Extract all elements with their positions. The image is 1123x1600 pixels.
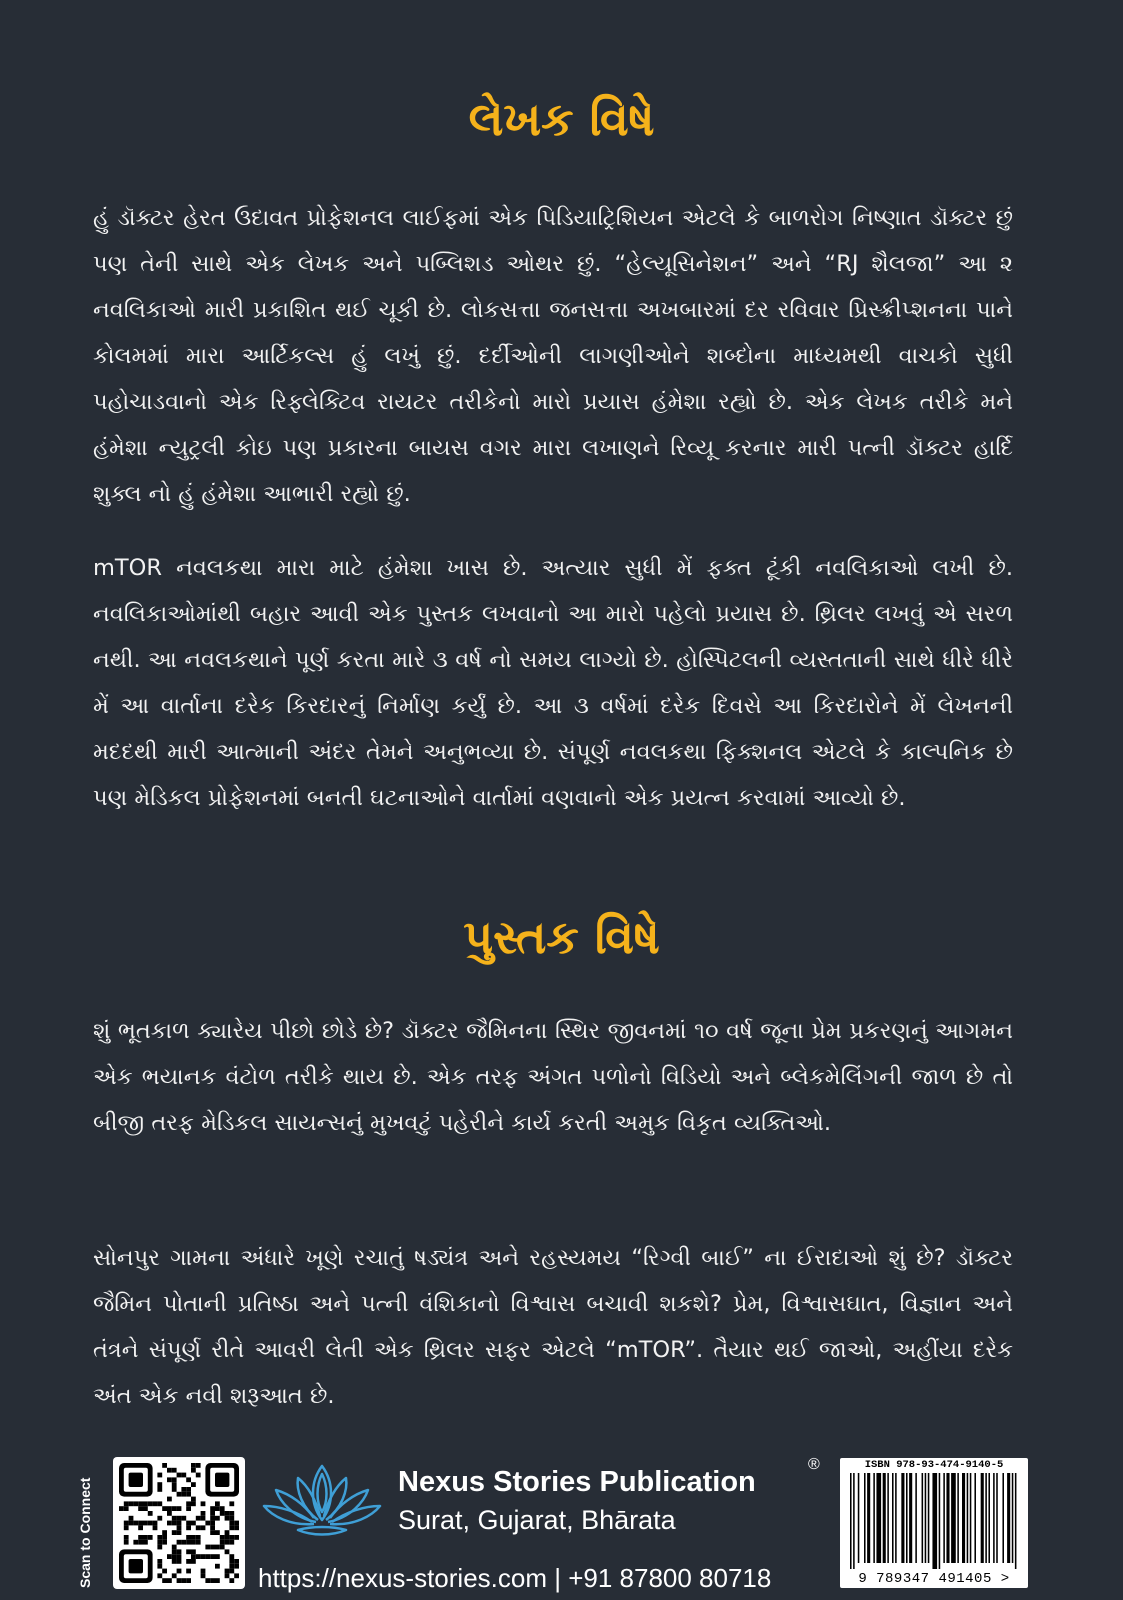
qr-module: [143, 1521, 148, 1526]
qr-module: [186, 1559, 191, 1564]
qr-module: [157, 1540, 162, 1545]
qr-module: [215, 1530, 220, 1535]
qr-module: [177, 1530, 182, 1535]
qr-module: [201, 1554, 206, 1559]
qr-module: [229, 1569, 234, 1574]
qr-module: [225, 1535, 230, 1540]
qr-module: [196, 1554, 201, 1559]
qr-module: [215, 1564, 220, 1569]
qr-module: [234, 1573, 239, 1578]
barcode-bar: [915, 1473, 917, 1563]
qr-module: [167, 1578, 172, 1583]
qr-module: [215, 1578, 220, 1583]
qr-module: [181, 1516, 186, 1521]
barcode-bar: [883, 1473, 886, 1563]
qr-module: [157, 1573, 162, 1578]
author-paragraph-1: હું ડૉક્ટર હેરત ઉદાવત પ્રોફેશનલ લાઈફમાં એક પિડિયાટ્રિશિયન એટલે કે બાળરોગ નિષ્ણાત ડૉક્ટર છું પણ તેની સાથે એક લેખક અને પબ્લિશડ ઓથર છું. “હેલ્યૂસિનેશન” અને “RJ શૈલજા” આ ૨ નવલિકાઓ મારી પ્રકાશિત થઈ ચૂકી છે. લોકસત્તા જનસત્તા અખબારમાં દર રવિવાર પ્રિસ્ક્રીપ્શનના પાને કોલમમાં મારા આર્ટિકલ્સ હું લખું છું. દર્દીઓની લાગણીઓને શબ્દોના માધ્યમથી વાચકો સુધી પહોચાડવાનો એક રિફ્લેક્ટિવ રાયટર તરીકેનો મારો પ્રયાસ હંમેશા રહ્યો છે. એક લેખક તરીકે મને હંમેશા ન્યુટ્રલી કોઇ પણ પ્રકારના બાયસ વગર મારા લખાણને રિવ્યૂ કરનાર મારી પત્ની ડૉક્ટર હાર્દિ શુક્લ નો હું હંમેશા આભારી રહ્યો છું.: [93, 205, 1013, 507]
qr-module: [186, 1492, 191, 1497]
barcode-bar: [988, 1473, 990, 1563]
qr-module: [196, 1525, 201, 1530]
qr-module: [191, 1497, 196, 1502]
qr-module: [124, 1540, 129, 1545]
qr-module: [210, 1506, 215, 1511]
qr-module: [186, 1521, 191, 1526]
qr-module: [133, 1540, 138, 1545]
barcode-bar: [867, 1473, 870, 1563]
qr-module: [177, 1516, 182, 1521]
qr-module: [210, 1578, 215, 1583]
barcode-bar: [892, 1473, 894, 1563]
qr-module: [138, 1501, 143, 1506]
qr-module: [129, 1516, 134, 1521]
qr-module: [157, 1501, 162, 1506]
lotus-logo-icon: [258, 1460, 386, 1540]
qr-module: [205, 1554, 210, 1559]
qr-module: [196, 1516, 201, 1521]
qr-module: [220, 1511, 225, 1516]
qr-module: [234, 1564, 239, 1569]
barcode-bar: [932, 1473, 937, 1569]
qr-module: [148, 1501, 153, 1506]
qr-module: [172, 1530, 177, 1535]
qr-module: [186, 1578, 191, 1583]
qr-module: [162, 1540, 167, 1545]
qr-finder-pattern: [215, 1473, 229, 1487]
qr-module: [162, 1535, 167, 1540]
qr-module: [172, 1545, 177, 1550]
scan-to-connect-label: Scan to Connect: [77, 1477, 93, 1588]
barcode-bar: [939, 1473, 941, 1569]
qr-module: [138, 1535, 143, 1540]
book-paragraph-1: શું ભૂતકાળ ક્યારેય પીછો છોડે છે? ડૉક્ટર જૈમિનના સ્થિર જીવનમાં ૧૦ વર્ષ જૂના પ્રેમ પ્રકરણનું આગમન એક ભયાનક વંટોળ તરીકે થાય છે. એક તરફ અંગત પળોનો વિડિયો અને બ્લેકમેલિંગની જાળ છે તો બીજી તરફ મેડિકલ સાયન્સનું મુખવટું પહેરીને કાર્ય કરતી અમુક વિકૃત વ્યક્તિઓ.: [93, 1018, 1013, 1136]
barcode-bar: [1002, 1473, 1004, 1563]
qr-module: [229, 1525, 234, 1530]
qr-module: [153, 1521, 158, 1526]
qr-module: [191, 1468, 196, 1473]
qr-module: [210, 1525, 215, 1530]
barcode-bar: [1015, 1473, 1017, 1569]
barcode-bar: [993, 1473, 995, 1563]
qr-module: [191, 1549, 196, 1554]
barcode-icon: [840, 1458, 1028, 1588]
qr-module: [138, 1521, 143, 1526]
qr-module: [229, 1535, 234, 1540]
isbn-text: ISBN 978-93-474-9140-5: [864, 1459, 1004, 1471]
qr-module: [229, 1564, 234, 1569]
barcode-bar: [962, 1473, 965, 1563]
barcode-bar: [901, 1473, 904, 1563]
qr-module: [229, 1521, 234, 1526]
barcode-bar: [876, 1473, 881, 1563]
qr-module: [186, 1535, 191, 1540]
publisher-location: Surat, Gujarat, Bhārata: [398, 1505, 676, 1535]
barcode-bar: [873, 1473, 875, 1563]
publisher-contact[interactable]: https://nexus-stories.com | +91 87800 80718: [258, 1563, 772, 1593]
qr-module: [186, 1487, 191, 1492]
qr-module: [234, 1535, 239, 1540]
qr-module: [177, 1559, 182, 1564]
qr-module: [186, 1477, 191, 1482]
qr-module: [157, 1535, 162, 1540]
barcode-bar: [858, 1473, 860, 1563]
qr-module: [172, 1549, 177, 1554]
qr-module: [234, 1525, 239, 1530]
barcode-bar: [906, 1473, 908, 1563]
qr-module: [191, 1559, 196, 1564]
qr-module: [177, 1473, 182, 1478]
qr-module: [157, 1516, 162, 1521]
ean-digits: 9 789347 491405 >: [858, 1571, 1010, 1587]
qr-module: [172, 1573, 177, 1578]
qr-module: [162, 1463, 167, 1468]
qr-module: [215, 1516, 220, 1521]
barcode-bar: [909, 1473, 912, 1563]
qr-module: [225, 1549, 230, 1554]
qr-module: [220, 1545, 225, 1550]
qr-module: [138, 1525, 143, 1530]
qr-module: [234, 1559, 239, 1564]
qr-module: [138, 1540, 143, 1545]
qr-module: [186, 1569, 191, 1574]
qr-module: [201, 1525, 206, 1530]
registered-mark: ®: [808, 1456, 820, 1473]
qr-module: [191, 1554, 196, 1559]
qr-module: [133, 1521, 138, 1526]
qr-module: [177, 1554, 182, 1559]
qr-module: [215, 1545, 220, 1550]
qr-module: [143, 1535, 148, 1540]
qr-module: [143, 1506, 148, 1511]
barcode-bar: [985, 1473, 987, 1563]
qr-module: [229, 1511, 234, 1516]
qr-module: [220, 1535, 225, 1540]
qr-module: [177, 1569, 182, 1574]
qr-module: [191, 1463, 196, 1468]
qr-module: [177, 1525, 182, 1530]
qr-module: [225, 1511, 230, 1516]
qr-module: [229, 1540, 234, 1545]
qr-module: [157, 1545, 162, 1550]
qr-module: [148, 1521, 153, 1526]
qr-module: [210, 1554, 215, 1559]
qr-module: [229, 1516, 234, 1521]
qr-module: [186, 1525, 191, 1530]
qr-module: [201, 1511, 206, 1516]
qr-module: [167, 1468, 172, 1473]
qr-module: [157, 1487, 162, 1492]
qr-module: [162, 1578, 167, 1583]
qr-module: [191, 1482, 196, 1487]
book-paragraph-2: સોનપુર ગામના અંધારે ખૂણે રચાતું ષડ્યંત્ર અને રહસ્યમય “રિગ્વી બાઈ” ના ઈરાદાઓ શું છે? ડૉક્ટર જૈમિન પોતાની પ્રતિષ્ઠા અને પત્ની વંશિકાનો વિશ્વાસ બચાવી શકશે? પ્રેમ, વિશ્વાસઘાત, વિજ્ઞાન અને તંત્રને સંપૂર્ણ રીતે આવરી લેતી એક થ્રિલર સફર એટલે “mTOR”. તૈયાર થઈ જાઓ, અહીંયા દરેક અંત એક નવી શરૂઆત છે.: [93, 1245, 1013, 1409]
qr-module: [186, 1549, 191, 1554]
qr-module: [172, 1559, 177, 1564]
qr-module: [124, 1521, 129, 1526]
barcode-bar: [895, 1473, 897, 1563]
qr-module: [210, 1516, 215, 1521]
qr-code-icon[interactable]: [113, 1457, 245, 1589]
qr-module: [177, 1506, 182, 1511]
qr-module: [167, 1477, 172, 1482]
qr-module: [191, 1521, 196, 1526]
qr-module: [148, 1535, 153, 1540]
qr-module: [162, 1530, 167, 1535]
barcode-bar: [970, 1473, 972, 1563]
qr-module: [133, 1501, 138, 1506]
qr-module: [181, 1540, 186, 1545]
qr-module: [162, 1569, 167, 1574]
barcode-bar: [957, 1473, 959, 1563]
qr-module: [143, 1501, 148, 1506]
barcode-bar: [946, 1473, 949, 1563]
barcode-bars: [850, 1473, 1018, 1569]
qr-finder-pattern: [129, 1559, 143, 1573]
qr-module: [172, 1468, 177, 1473]
qr-module: [215, 1554, 220, 1559]
qr-module: [153, 1525, 158, 1530]
qr-module: [129, 1521, 134, 1526]
barcode-bar: [996, 1473, 998, 1563]
barcode-bar: [853, 1473, 855, 1569]
qr-module: [167, 1506, 172, 1511]
qr-module: [196, 1540, 201, 1545]
barcode-bar: [928, 1473, 930, 1563]
barcode-bar: [850, 1473, 852, 1569]
author-paragraph-2: mTOR નવલકથા મારા માટે હંમેશા ખાસ છે. અત્યાર સુધી મેં ફક્ત ટૂંકી નવલિકાઓ લખી છે. નવલિકાઓમાંથી બહાર આવી એક પુસ્તક લખવાનો આ મારો પહેલો પ્રયાસ છે. થ્રિલર લખવું એ સરળ નથી. આ નવલકથાને પૂર્ણ કરતા મારે ૩ વર્ષ નો સમય લાગ્યો છે. હોસ્પિટલની વ્યસ્તતાની સાથે ધીરે ધીરે મેં આ વાર્તાના દરેક કિરદારનું નિર્માણ કર્યું છે. આ ૩ વર્ષમાં દરેક દિવસે આ કિરદારોને મેં લેખનની મદદથી મારી આત્માની અંદર તેમને અનુભવ્યા છે. સંપૂર્ણ નવલકથા ફિક્શનલ એટલે કે કાલ્પનિક છે પણ મેડિકલ પ્રોફેશનમાં બનતી ઘટનાઓને વાર્તામાં વણવાનો એક પ્રયત્ન કરવામાં આવ્યો છે.: [93, 555, 1013, 811]
qr-module: [167, 1521, 172, 1526]
qr-module: [172, 1554, 177, 1559]
qr-module: [225, 1530, 230, 1535]
qr-module: [181, 1578, 186, 1583]
qr-module: [220, 1506, 225, 1511]
qr-module: [225, 1516, 230, 1521]
qr-module: [124, 1525, 129, 1530]
qr-module: [191, 1535, 196, 1540]
barcode-bar: [864, 1473, 866, 1563]
barcode-bar: [1012, 1473, 1014, 1563]
qr-module: [234, 1521, 239, 1526]
qr-module: [210, 1521, 215, 1526]
qr-module: [167, 1554, 172, 1559]
qr-module: [201, 1501, 206, 1506]
qr-module: [129, 1501, 134, 1506]
qr-module: [196, 1473, 201, 1478]
qr-module: [205, 1545, 210, 1550]
qr-module: [201, 1573, 206, 1578]
qr-module: [177, 1540, 182, 1545]
qr-module: [186, 1540, 191, 1545]
qr-module: [181, 1492, 186, 1497]
about-author-heading: લેખક વિષે: [468, 92, 655, 146]
qr-finder-pattern: [129, 1473, 143, 1487]
qr-module: [148, 1511, 153, 1516]
qr-module: [215, 1501, 220, 1506]
qr-module: [124, 1506, 129, 1511]
qr-module: [186, 1506, 191, 1511]
qr-code-graphic: [113, 1457, 245, 1589]
barcode-bar: [967, 1473, 969, 1563]
qr-module: [210, 1530, 215, 1535]
about-book-heading: પુસ્તક વિષે: [463, 910, 660, 964]
qr-module: [177, 1492, 182, 1497]
qr-module: [167, 1497, 172, 1502]
qr-module: [191, 1501, 196, 1506]
qr-module: [220, 1540, 225, 1545]
qr-module: [181, 1487, 186, 1492]
qr-module: [205, 1521, 210, 1526]
qr-module: [229, 1554, 234, 1559]
qr-module: [177, 1521, 182, 1526]
barcode-bar: [1007, 1473, 1010, 1563]
qr-module: [205, 1578, 210, 1583]
qr-module: [225, 1569, 230, 1574]
qr-module: [172, 1521, 177, 1526]
qr-module: [157, 1559, 162, 1564]
qr-module: [191, 1540, 196, 1545]
qr-module: [143, 1540, 148, 1545]
qr-module: [210, 1511, 215, 1516]
qr-module: [162, 1506, 167, 1511]
barcode-bar: [925, 1473, 927, 1563]
qr-module: [157, 1482, 162, 1487]
qr-module: [229, 1501, 234, 1506]
qr-module: [225, 1573, 230, 1578]
qr-module: [196, 1535, 201, 1540]
qr-module: [153, 1501, 158, 1506]
qr-module: [172, 1477, 177, 1482]
qr-module: [229, 1559, 234, 1564]
qr-module: [157, 1473, 162, 1478]
qr-module: [201, 1569, 206, 1574]
qr-module: [186, 1501, 191, 1506]
qr-module: [225, 1540, 230, 1545]
qr-module: [172, 1482, 177, 1487]
publisher-name: Nexus Stories Publication: [398, 1466, 756, 1498]
qr-module: [124, 1501, 129, 1506]
qr-module: [138, 1506, 143, 1511]
qr-module: [177, 1578, 182, 1583]
barcode-bar: [974, 1473, 976, 1563]
qr-module: [229, 1578, 234, 1583]
barcode-bar: [943, 1473, 945, 1563]
qr-module: [157, 1564, 162, 1569]
qr-module: [172, 1487, 177, 1492]
barcode-bar: [951, 1473, 956, 1563]
barcode-bar: [887, 1473, 889, 1563]
qr-module: [177, 1549, 182, 1554]
qr-module: [167, 1511, 172, 1516]
barcode-bar: [922, 1473, 924, 1563]
qr-module: [210, 1545, 215, 1550]
barcode-bar: [981, 1473, 984, 1563]
qr-module: [172, 1506, 177, 1511]
qr-module: [215, 1506, 220, 1511]
qr-module: [201, 1516, 206, 1521]
qr-module: [119, 1506, 124, 1511]
qr-module: [196, 1463, 201, 1468]
qr-module: [124, 1535, 129, 1540]
qr-module: [181, 1473, 186, 1478]
qr-module: [172, 1516, 177, 1521]
